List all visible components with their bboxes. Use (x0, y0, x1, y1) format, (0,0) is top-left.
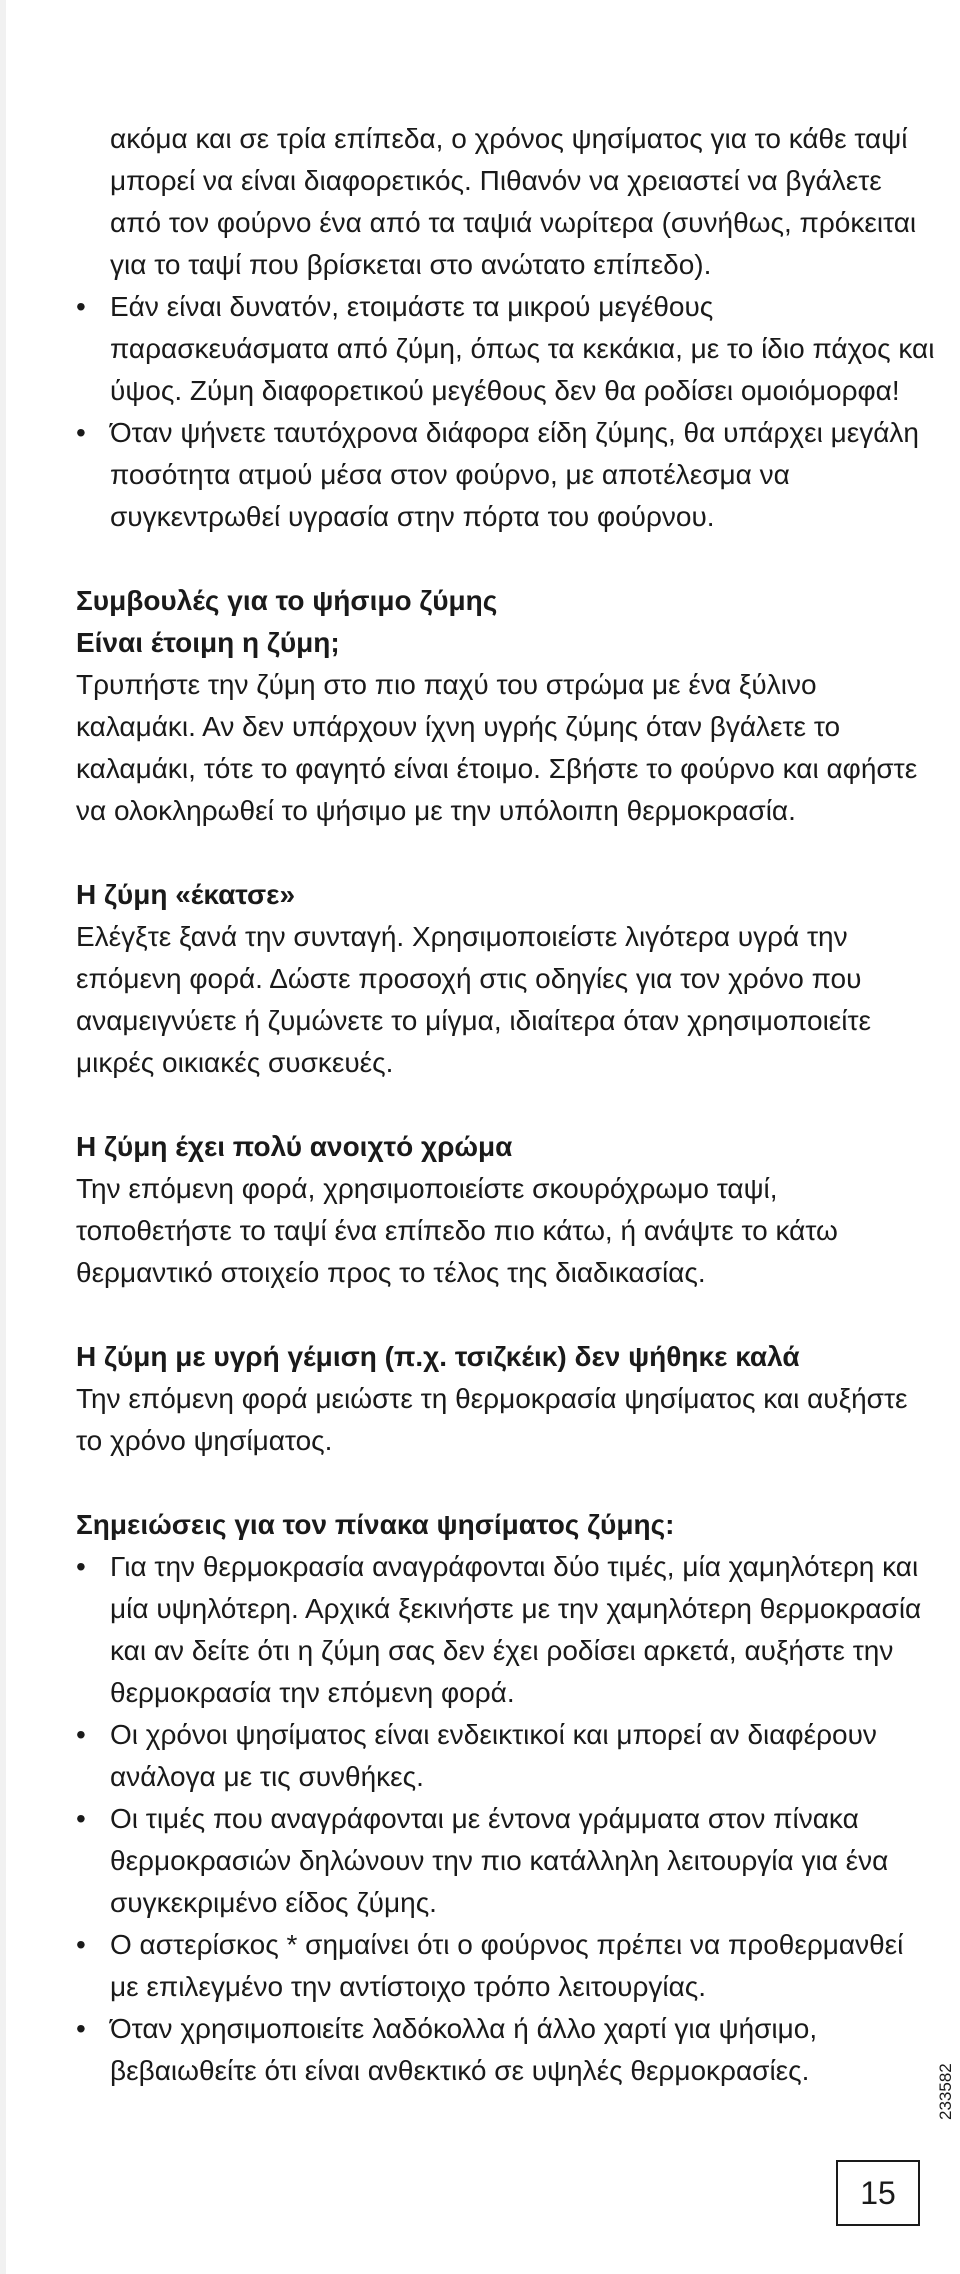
notes-bullet-item (76, 1924, 938, 2008)
section-baking-tips (76, 580, 938, 832)
section-collapsed-dough (76, 874, 938, 1084)
section-body: Την επόμενη φορά, χρησιμοποιείστε σκουρόχρωμο ταψί, τοποθετήστε το ταψί ένα επίπεδο πιο κάτω, ή ανάψτε το κάτω θερμαντικό στοιχείο προς το τέλος της διαδικασίας. (76, 1173, 838, 1288)
section-body: Την επόμενη φορά μειώστε τη θερμοκρασία ψησίματος και αυξήστε το χρόνο ψησίματος. (76, 1383, 908, 1456)
section-heading: Σημειώσεις για τον πίνακα ψησίματος ζύμης: (76, 1509, 675, 1540)
bullet-icon: • (76, 1551, 86, 1582)
section-heading: Η ζύμη με υγρή γέμιση (π.χ. τσιζκέικ) δεν ψήθηκε καλά (76, 1341, 800, 1372)
section-wet-filling (76, 1336, 938, 1462)
bullet-text: Οι τιμές που αναγράφονται με έντονα γράμματα στον πίνακα θερμοκρασιών δηλώνουν την πιο κατάλληλη λειτουργία για ένα συγκεκριμένο είδος ζύμης. (110, 1803, 889, 1918)
bullet-text: Οι χρόνοι ψησίματος είναι ενδεικτικοί και μπορεί αν διαφέρουν ανάλογα με τις συνθήκες. (110, 1719, 877, 1792)
bullet-icon: • (76, 1929, 86, 1960)
bullet-icon: • (76, 2013, 86, 2044)
bullet-text: Ο αστερίσκος * σημαίνει ότι ο φούρνος πρέπει να προθερμανθεί με επιλεγμένο την αντίστοιχο τρόπο λειτουργίας. (110, 1929, 904, 2002)
intro-bullet-item (76, 286, 938, 412)
bullet-icon: • (76, 1719, 86, 1750)
bullet-icon: • (76, 1803, 86, 1834)
section-body: Τρυπήστε την ζύμη στο πιο παχύ του στρώμα με ένα ξύλινο καλαμάκι. Αν δεν υπάρχουν ίχνη υγρής ζύμης όταν βγάλετε το καλαμάκι, τότε το φαγητό είναι έτοιμο. Σβήστε το φούρνο και αφήστε να ολοκληρωθεί το ψήσιμο με την υπόλοιπη θερμοκρασία. (76, 669, 918, 826)
notes-bullet-item (76, 1714, 938, 1798)
bullet-text: Όταν χρησιμοποιείτε λαδόκολλα ή άλλο χαρτί για ψήσιμο, βεβαιωθείτε ότι είναι ανθεκτικό σε υψηλές θερμοκρασίες. (110, 2013, 818, 2086)
section-body: Ελέγξτε ξανά την συνταγή. Χρησιμοποιείστε λιγότερα υγρά την επόμενη φορά. Δώστε προσοχή στις οδηγίες για τον χρόνο που αναμειγνύετε ή ζυμώνετε το μίγμα, ιδιαίτερα όταν χρησιμοποιείτε μικρές οικιακές συσκευές. (76, 921, 872, 1078)
bullet-icon: • (76, 291, 86, 322)
notes-bullet-list (76, 1546, 938, 2092)
intro-continuation: ακόμα και σε τρία επίπεδα, ο χρόνος ψησίματος για το κάθε ταψί μπορεί να είναι διαφορετικός. Πιθανόν να χρειαστεί να βγάλετε από τον φούρνο ένα από τα ταψιά νωρίτερα (συνήθως, πρόκειται για το ταψί που βρίσκεται στο ανώτατο επίπεδο). (110, 123, 917, 280)
page-content (76, 118, 938, 2092)
bullet-text: Εάν είναι δυνατόν, ετοιμάστε τα μικρού μεγέθους παρασκευάσματα από ζύμη, όπως τα κεκάκια, με το ίδιο πάχος και ύψος. Ζύμη διαφορετικού μεγέθους δεν θα ροδίσει ομοιόμορφα! (110, 291, 935, 406)
notes-bullet-item (76, 1798, 938, 1924)
section-heading: Η ζύμη έχει πολύ ανοιχτό χρώμα (76, 1131, 513, 1162)
document-code: 233582 (936, 2063, 955, 2120)
intro-bullet-list (76, 286, 938, 538)
section-heading: Η ζύμη «έκατσε» (76, 879, 296, 910)
section-table-notes (76, 1504, 938, 2092)
bullet-text: Για την θερμοκρασία αναγράφονται δύο τιμές, μία χαμηλότερη και μία υψηλότερη. Αρχικά ξεκινήστε με την χαμηλότερη θερμοκρασία και αν δείτε ότι η ζύμη σας δεν έχει ροδίσει αρκετά, αυξήστε την θερμοκρασία την επόμενη φορά. (110, 1551, 922, 1708)
bullet-icon: • (76, 417, 86, 448)
section-heading: Συμβουλές για το ψήσιμο ζύμης (76, 585, 498, 616)
intro-bullet-item (76, 412, 938, 538)
bullet-text: Όταν ψήνετε ταυτόχρονα διάφορα είδη ζύμης, θα υπάρχει μεγάλη ποσότητα ατμού μέσα στον φούρνο, με αποτέλεσμα να συγκεντρωθεί υγρασία στην πόρτα του φούρνου. (110, 417, 919, 532)
section-light-color (76, 1126, 938, 1294)
section-subheading: Είναι έτοιμη η ζύμη; (76, 627, 340, 658)
notes-bullet-item (76, 1546, 938, 1714)
notes-bullet-item (76, 2008, 938, 2092)
page-edge-strip (0, 0, 6, 2274)
page-number: 15 (836, 2160, 920, 2226)
